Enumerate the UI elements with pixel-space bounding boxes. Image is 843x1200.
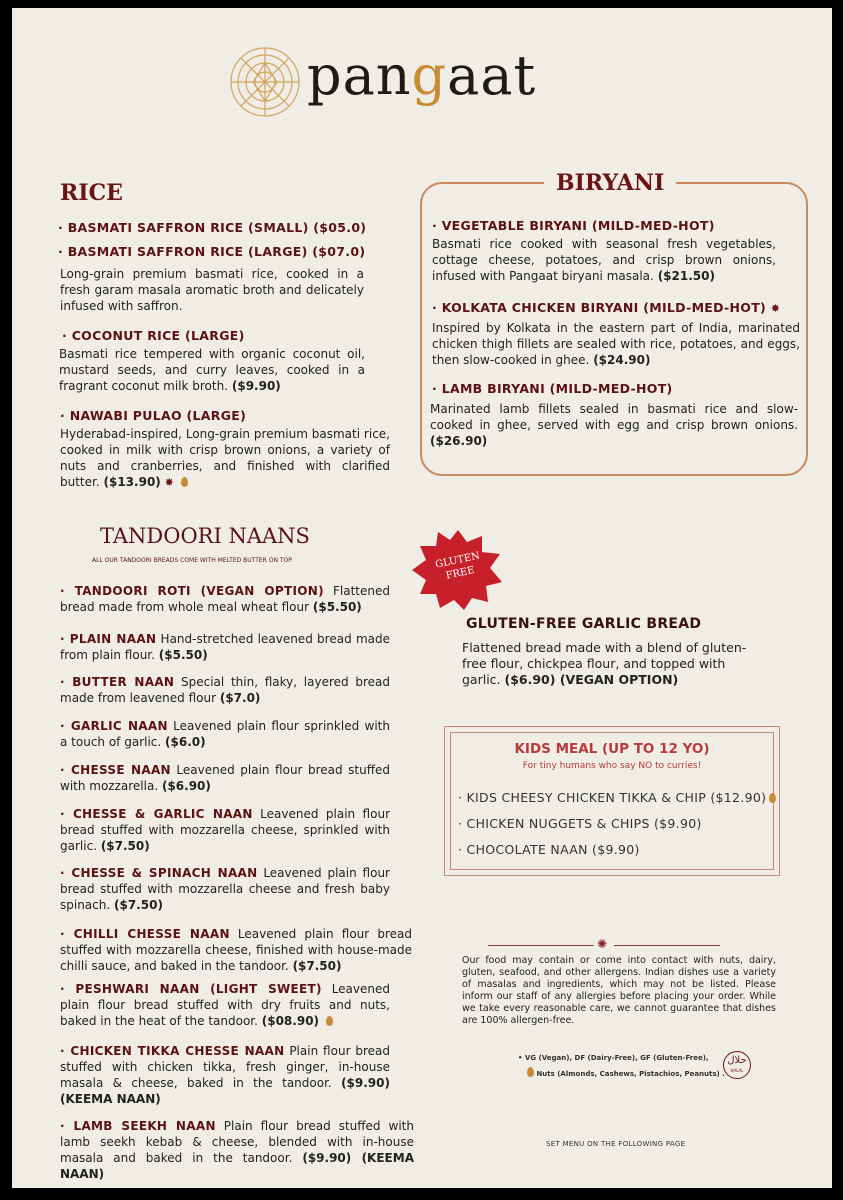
dietary-legend-line-1: • VG (Vegan), DF (Dairy-Free), GF (Gluten-Free), bbox=[518, 1054, 709, 1062]
naan-price: ($5.50) bbox=[312, 600, 362, 614]
coconut-rice-desc-text: Basmati rice tempered with organic coconut oil, mustard seeds, and curry leaves, cooked in a fragrant coconut milk broth. bbox=[59, 347, 365, 393]
kids-item-label: · KIDS CHEESY CHICKEN TIKKA & CHIP ($12.90) bbox=[458, 790, 767, 805]
gluten-free-title: GLUTEN-FREE GARLIC BREAD bbox=[466, 616, 702, 632]
nut-icon bbox=[326, 1016, 333, 1026]
naan-price: ($7.0) bbox=[219, 691, 261, 705]
spicy-star-icon: ✸ bbox=[164, 476, 174, 489]
naan-desc: Leavened plain flour sprinkled with a touch of garlic. bbox=[60, 719, 390, 749]
kolkata-biryani-name: · KOLKATA CHICKEN BIRYANI (MILD-MED-HOT) bbox=[432, 300, 767, 315]
coconut-rice-title: · COCONUT RICE (LARGE) bbox=[62, 328, 245, 343]
naan-price: ($9.90) bbox=[302, 1151, 352, 1165]
lamb-biryani-desc-text: Marinated lamb fillets sealed in basmati rice and slow-cooked in ghee, served with egg and crisp brown onions. bbox=[430, 402, 798, 432]
nut-icon bbox=[769, 793, 776, 803]
nawabi-pulao-description bbox=[60, 426, 390, 491]
nut-icon bbox=[527, 1067, 534, 1077]
naan-extra: (KEEMA NAAN) bbox=[60, 1092, 161, 1106]
naan-price: ($9.90) bbox=[341, 1076, 390, 1090]
naan-item bbox=[60, 762, 390, 794]
divider-left bbox=[488, 945, 594, 946]
biryani-item-vegetable-title: · VEGETABLE BIRYANI (MILD-MED-HOT) bbox=[432, 218, 715, 233]
ornament-icon: ✺ bbox=[597, 937, 608, 951]
naan-price: ($6.90) bbox=[161, 779, 211, 793]
naan-item bbox=[60, 1118, 414, 1182]
naan-price: ($7.50) bbox=[292, 959, 342, 973]
naan-desc: Special thin, flaky, layered bread made from leavened flour bbox=[60, 675, 390, 705]
saffron-rice-description: Long-grain premium basmati rice, cooked in a fresh garam masala aromatic broth and delicately infused with saffron. bbox=[60, 267, 364, 313]
naan-name: · GARLIC NAAN bbox=[60, 719, 168, 733]
naan-item bbox=[60, 981, 390, 1029]
naan-name: · LAMB SEEKH NAAN bbox=[60, 1119, 216, 1133]
brand-logo-text bbox=[307, 44, 536, 107]
allergen-notice: Our food may contain or come into contact with nuts, dairy, gluten, seafood, and other allergens. Indian dishes use a variety of masalas and ingredients, which may not be listed. Please inform our staff of any allergies before placing your order. While we take every reasonable care, we cannot guarantee that dishes are 100% allergen-free. bbox=[462, 955, 776, 1026]
coconut-rice-description bbox=[59, 346, 365, 394]
kids-item bbox=[458, 790, 776, 805]
kids-item: · CHICKEN NUGGETS & CHIPS ($9.90) bbox=[458, 816, 702, 831]
gluten-free-price: ($6.90) (VEGAN OPTION) bbox=[504, 672, 679, 687]
naan-price: ($7.50) bbox=[114, 898, 163, 912]
halal-label: HALAL bbox=[730, 1068, 744, 1073]
naan-price: ($5.50) bbox=[158, 648, 208, 662]
naan-name: · CHESSE & SPINACH NAAN bbox=[60, 866, 258, 880]
lamb-biryani-price: ($26.90) bbox=[430, 434, 488, 448]
naan-name: · PLAIN NAAN bbox=[60, 632, 157, 646]
naan-name: · TANDOORI ROTI (VEGAN OPTION) bbox=[60, 584, 324, 598]
brand-name-prefix: pan bbox=[307, 44, 412, 107]
naan-extra: (KEEMA NAAN) bbox=[60, 1151, 414, 1181]
brand-name-accent: g bbox=[411, 44, 448, 107]
naan-item bbox=[60, 718, 390, 750]
gluten-free-description bbox=[462, 640, 762, 688]
legend-nuts-text: Nuts (Almonds, Cashews, Pistachios, Peanuts) . bbox=[536, 1070, 725, 1078]
naan-item bbox=[60, 806, 390, 854]
biryani-item-lamb-title: · LAMB BIRYANI (MILD-MED-HOT) bbox=[432, 381, 673, 396]
naans-subtitle: ALL OUR TANDOORI BREADS COME WITH MELTED BUTTER ON TOP. bbox=[92, 557, 293, 564]
divider-right bbox=[614, 945, 720, 946]
coconut-rice-price: ($9.90) bbox=[231, 379, 281, 393]
nawabi-pulao-title: · NAWABI PULAO (LARGE) bbox=[60, 408, 247, 423]
set-menu-note: SET MENU ON THE FOLLOWING PAGE bbox=[546, 1140, 686, 1148]
brand-name-suffix: aat bbox=[447, 44, 537, 107]
naan-item bbox=[60, 865, 390, 913]
veg-biryani-desc-text: Basmati rice cooked with seasonal fresh vegetables, cottage cheese, potatoes, and crisp brown onions, infused with Pangaat biryani masala. bbox=[432, 237, 776, 283]
dietary-legend-line-2 bbox=[524, 1067, 725, 1078]
biryani-item-kolkata-title bbox=[432, 300, 780, 315]
kids-item: · CHOCOLATE NAAN ($9.90) bbox=[458, 842, 640, 857]
kids-meal-title: KIDS MEAL (UP TO 12 YO) bbox=[514, 741, 710, 757]
rice-item-saffron-small: · BASMATI SAFFRON RICE (SMALL) ($05.0) bbox=[58, 220, 367, 235]
mandala-logo-icon bbox=[229, 46, 301, 118]
nut-icon bbox=[181, 477, 188, 487]
halal-arabic-text: حلال bbox=[727, 1055, 747, 1066]
naan-desc: Plain flour bread stuffed with chicken tikka, fresh ginger, in-house masala & cheese, baked in the tandoor. bbox=[60, 1044, 391, 1090]
spicy-star-icon: ✸ bbox=[770, 302, 781, 315]
naan-item bbox=[60, 583, 390, 615]
biryani-item-vegetable-desc bbox=[432, 236, 776, 284]
naan-desc: Leavened plain flour bread stuffed with mozzarella cheese and fresh baby spinach. bbox=[60, 866, 390, 912]
kolkata-biryani-desc-text: Inspired by Kolkata in the eastern part of India, marinated chicken thigh fillets are sealed with rice, potatoes, and eggs, then slow-cooked in ghee. bbox=[432, 321, 800, 367]
kids-meal-subtitle: For tiny humans who say NO to curries! bbox=[522, 761, 702, 771]
naan-desc: Leavened plain flour bread stuffed with dry fruits and nuts, baked in the heat of the tandoor. bbox=[60, 982, 390, 1028]
naan-item bbox=[60, 631, 390, 663]
pulao-desc-text: Hyderabad-inspired, Long-grain premium basmati rice, cooked in milk with crisp brown onions, a variety of nuts and cranberries, and finished with clarified butter. bbox=[60, 427, 390, 489]
naan-desc: Leavened plain flour bread stuffed with mozzarella cheese, finished with house-made chilli sauce, and baked in the tandoor. bbox=[60, 927, 412, 973]
naans-section-title: TANDOORI NAANS bbox=[100, 524, 310, 548]
pulao-price: ($13.90) bbox=[103, 475, 161, 489]
menu-page bbox=[12, 8, 832, 1188]
naan-item bbox=[60, 674, 390, 706]
naan-name: · BUTTER NAAN bbox=[60, 675, 175, 689]
biryani-item-lamb-desc bbox=[430, 401, 798, 449]
gluten-free-desc-text: Flattened bread made with a blend of gluten-free flour, chickpea flour, and topped with garlic. bbox=[462, 640, 747, 687]
naan-desc: Hand-stretched leavened bread made from plain flour. bbox=[60, 632, 390, 662]
naan-price: ($7.50) bbox=[100, 839, 150, 853]
naan-desc: Plain flour bread stuffed with lamb seekh kebab & cheese, blended with in-house masala and baked in the tandoor. bbox=[60, 1119, 414, 1165]
halal-icon bbox=[723, 1051, 751, 1079]
naan-name: · CHESSE & GARLIC NAAN bbox=[60, 807, 253, 821]
veg-biryani-price: ($21.50) bbox=[657, 269, 715, 283]
kolkata-biryani-price: ($24.90) bbox=[593, 353, 651, 367]
naan-desc: Leavened plain flour bread stuffed with mozzarella cheese, sprinkled with garlic. bbox=[60, 807, 390, 853]
rice-item-saffron-large: · BASMATI SAFFRON RICE (LARGE) ($07.0) bbox=[58, 244, 366, 259]
naan-desc: Leavened plain flour bread stuffed with mozzarella. bbox=[60, 763, 391, 793]
naan-name: · CHESSE NAAN bbox=[60, 763, 171, 777]
biryani-section-title: BIRYANI bbox=[544, 170, 676, 196]
naan-desc: Flattened bread made from whole meal wheat flour bbox=[60, 584, 390, 614]
naan-name: · PESHWARI NAAN (LIGHT SWEET) bbox=[60, 982, 322, 996]
naan-price: ($08.90) bbox=[261, 1014, 320, 1028]
naan-price: ($6.0) bbox=[165, 735, 206, 749]
rice-section-title: RICE bbox=[60, 180, 123, 206]
naan-item bbox=[60, 926, 412, 974]
biryani-item-kolkata-desc bbox=[432, 320, 800, 368]
gluten-free-badge-text: GLUTEN FREE bbox=[434, 550, 481, 582]
naan-name: · CHILLI CHESSE NAAN bbox=[60, 927, 230, 941]
naan-name: · CHICKEN TIKKA CHESSE NAAN bbox=[60, 1044, 285, 1058]
naan-item bbox=[60, 1043, 390, 1107]
